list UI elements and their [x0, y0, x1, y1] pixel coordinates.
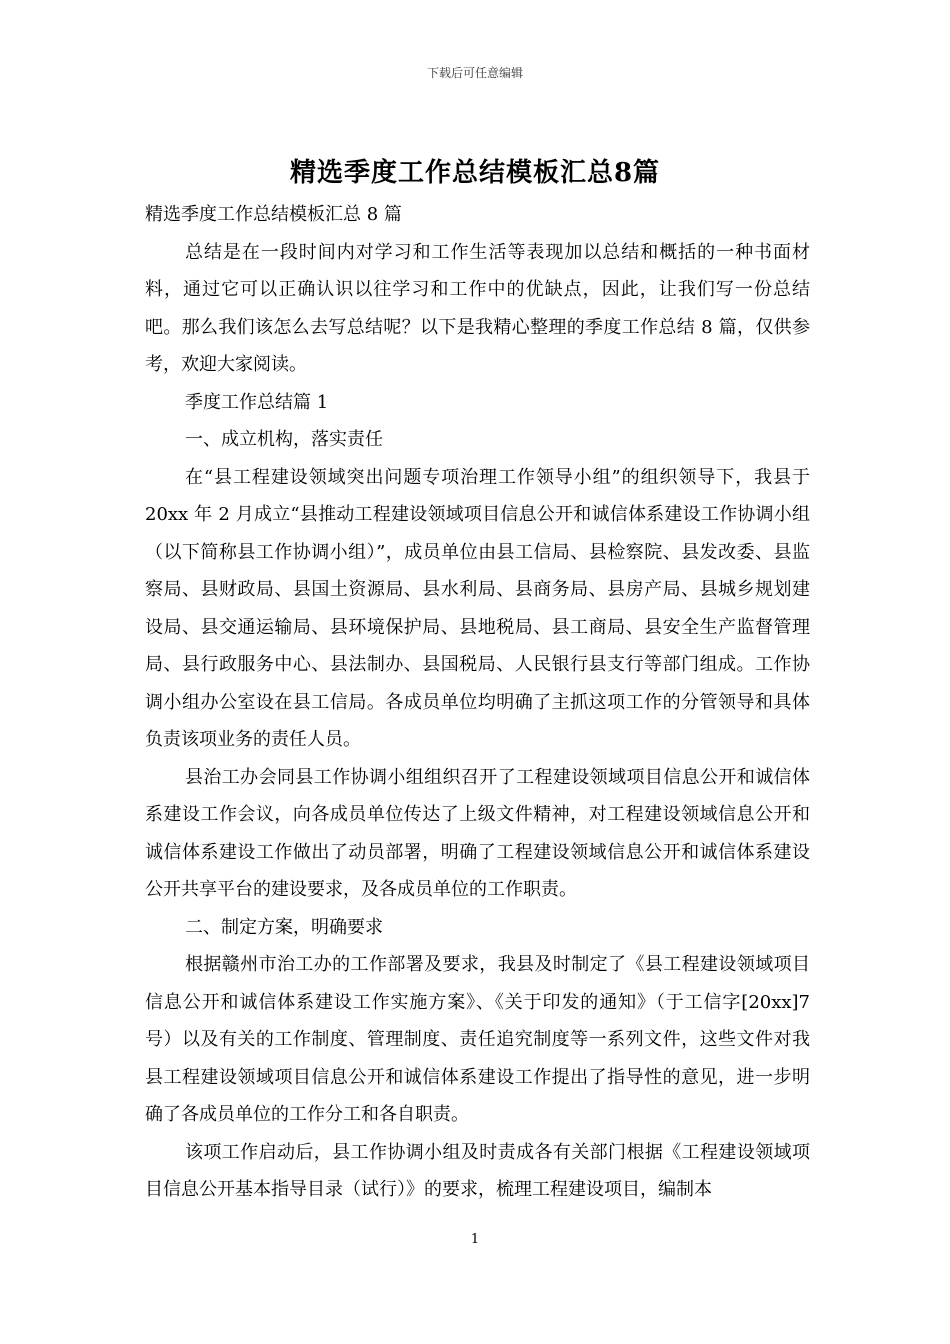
document-subtitle: 精选季度工作总结模板汇总 8 篇	[145, 204, 402, 225]
paragraph-organization: 在“县工程建设领域突出问题专项治理工作领导小组”的组织领导下，我县于 20xx 年 2 月成立“县推动工程建设领域项目信息公开和诚信体系建设工作协调小组（以下简称县工作协调小组）”，成员单位由县工信局、县检察院、县发改委、县监察局、县财政局、县国土资源局、县水利局、县商务局、县房产局、县城乡规划建设局、县交通运输局、县环境保护局、县地税局、县工商局、县安全生产监督管理局、县行政服务中心、县法制办、县国税局、人民银行县支行等部门组成。工作协调小组办公室设在县工信局。各成员单位均明确了主抓这项工作的分管领导和具体负责该项业务的责任人员。	[145, 466, 810, 750]
paragraph-intro: 总结是在一段时间内对学习和工作生活等表现加以总结和概括的一种书面材料，通过它可以正确认识以往学习和工作中的优缺点，因此，让我们写一份总结吧。那么我们该怎么去写总结呢？以下是我精心整理的季度工作总结 8 篇，仅供参考，欢迎大家阅读。	[145, 241, 810, 375]
page-number: 1	[470, 1232, 480, 1247]
paragraph-launch: 该项工作启动后，县工作协调小组及时责成各有关部门根据《工程建设领域项目信息公开基本指导目录（试行）》的要求，梳理工程建设项目，编制本	[145, 1141, 810, 1200]
section-heading-part-1: 季度工作总结篇 1	[185, 391, 329, 413]
section-heading-2: 二、制定方案，明确要求	[185, 916, 383, 938]
paragraph-plan: 根据赣州市治工办的工作部署及要求，我县及时制定了《县工程建设领域项目信息公开和诚信体系建设工作实施方案》、《关于印发的通知》（于工信字[20xx]7 号）以及有关的工作制度、管理制度、责任追究制度等一系列文件，这些文件对我县工程建设领域项目信息公开和诚信体系建设工作提出了指导性的意见，进一步明确了各成员单位的工作分工和各自职责。	[145, 954, 810, 1125]
paragraph-meeting: 县治工办会同县工作协调小组组织召开了工程建设领域项目信息公开和诚信体系建设工作会议，向各成员单位传达了上级文件精神，对工程建设领域信息公开和诚信体系建设工作做出了动员部署，明确了工程建设领域信息公开和诚信体系建设公开共享平台的建设要求，及各成员单位的工作职责。	[145, 766, 810, 900]
document-body	[145, 196, 810, 1209]
page-header-note: 下载后可任意编辑	[426, 66, 523, 80]
document-title: 精选季度工作总结模板汇总8篇	[289, 158, 661, 188]
section-heading-1: 一、成立机构，落实责任	[185, 429, 383, 450]
